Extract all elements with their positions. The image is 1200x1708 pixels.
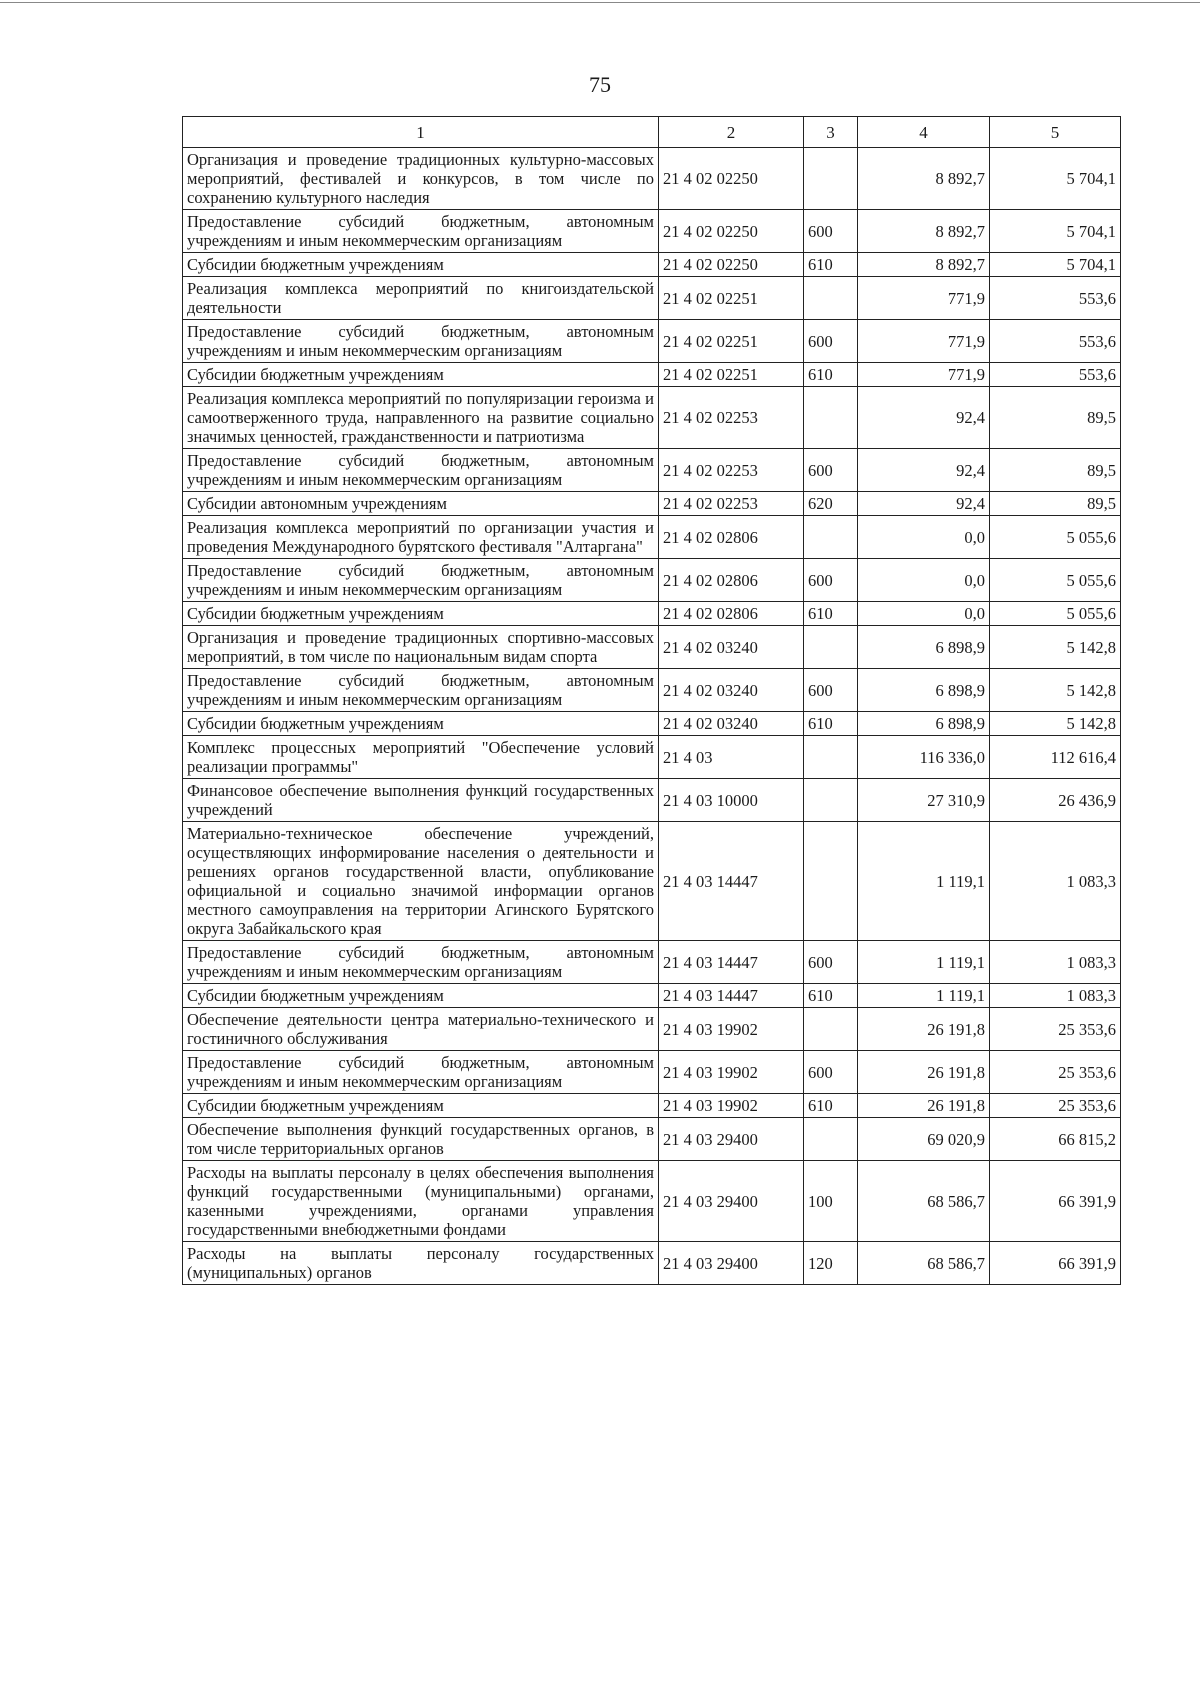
row-amount-1-cell: 27 310,9: [858, 779, 990, 822]
row-name-cell: Предоставление субсидий бюджетным, автономным учреждениям и иным некоммерческим организациям: [183, 941, 659, 984]
row-amount-1-cell: 8 892,7: [858, 253, 990, 277]
table-row: [183, 253, 1121, 277]
row-amount-1-cell: 26 191,8: [858, 1094, 990, 1118]
row-amount-2-cell: 66 815,2: [990, 1118, 1121, 1161]
header-row: [183, 117, 1121, 148]
row-amount-1-cell: 68 586,7: [858, 1242, 990, 1285]
row-amount-2-cell: 25 353,6: [990, 1051, 1121, 1094]
row-amount-2-cell: 5 142,8: [990, 669, 1121, 712]
row-name-cell: Реализация комплекса мероприятий по книгоиздательской деятельности: [183, 277, 659, 320]
table-row: [183, 492, 1121, 516]
row-amount-1-cell: 0,0: [858, 516, 990, 559]
table-row: [183, 1008, 1121, 1051]
row-code-cell: 21 4 02 02253: [659, 449, 804, 492]
row-name-cell: Предоставление субсидий бюджетным, автономным учреждениям и иным некоммерческим организациям: [183, 1051, 659, 1094]
table-row: [183, 984, 1121, 1008]
top-border-line: [0, 2, 1200, 3]
row-amount-2-cell: 25 353,6: [990, 1094, 1121, 1118]
row-amount-1-cell: 92,4: [858, 492, 990, 516]
row-amount-2-cell: 26 436,9: [990, 779, 1121, 822]
row-amount-2-cell: 66 391,9: [990, 1161, 1121, 1242]
row-amount-2-cell: 66 391,9: [990, 1242, 1121, 1285]
row-amount-2-cell: 553,6: [990, 363, 1121, 387]
row-code-cell: 21 4 02 02253: [659, 387, 804, 449]
row-name-cell: Предоставление субсидий бюджетным, автономным учреждениям и иным некоммерческим организациям: [183, 320, 659, 363]
row-expense-type-cell: [804, 387, 858, 449]
table-row: [183, 736, 1121, 779]
table-row: [183, 941, 1121, 984]
row-name-cell: Субсидии бюджетным учреждениям: [183, 1094, 659, 1118]
table-row: [183, 1118, 1121, 1161]
table-row: [183, 1051, 1121, 1094]
row-expense-type-cell: 610: [804, 602, 858, 626]
table-row: [183, 626, 1121, 669]
row-expense-type-cell: 120: [804, 1242, 858, 1285]
row-code-cell: 21 4 03 14447: [659, 941, 804, 984]
row-amount-2-cell: 1 083,3: [990, 941, 1121, 984]
row-code-cell: 21 4 02 02806: [659, 559, 804, 602]
row-amount-2-cell: 553,6: [990, 277, 1121, 320]
row-code-cell: 21 4 02 03240: [659, 626, 804, 669]
row-code-cell: 21 4 02 02806: [659, 602, 804, 626]
row-amount-1-cell: 6 898,9: [858, 712, 990, 736]
row-code-cell: 21 4 02 02251: [659, 320, 804, 363]
row-expense-type-cell: 620: [804, 492, 858, 516]
table-row: [183, 822, 1121, 941]
row-code-cell: 21 4 02 02251: [659, 277, 804, 320]
row-name-cell: Субсидии бюджетным учреждениям: [183, 602, 659, 626]
row-expense-type-cell: [804, 1008, 858, 1051]
row-amount-1-cell: 26 191,8: [858, 1008, 990, 1051]
row-expense-type-cell: 600: [804, 1051, 858, 1094]
row-code-cell: 21 4 02 02253: [659, 492, 804, 516]
row-amount-2-cell: 89,5: [990, 492, 1121, 516]
row-expense-type-cell: [804, 822, 858, 941]
table-row: [183, 387, 1121, 449]
row-expense-type-cell: [804, 1118, 858, 1161]
row-amount-1-cell: 8 892,7: [858, 148, 990, 210]
row-name-cell: Обеспечение выполнения функций государственных органов, в том числе территориальных органов: [183, 1118, 659, 1161]
row-name-cell: Субсидии бюджетным учреждениям: [183, 984, 659, 1008]
row-expense-type-cell: [804, 626, 858, 669]
row-amount-2-cell: 1 083,3: [990, 984, 1121, 1008]
row-name-cell: Расходы на выплаты персоналу в целях обеспечения выполнения функций государственными (муниципальными) органами, казенными учреждениями, органами управления государственными внебюджетными фондами: [183, 1161, 659, 1242]
row-amount-2-cell: 5 704,1: [990, 148, 1121, 210]
table-row: [183, 1242, 1121, 1285]
row-expense-type-cell: [804, 277, 858, 320]
row-code-cell: 21 4 03 29400: [659, 1118, 804, 1161]
row-code-cell: 21 4 02 02806: [659, 516, 804, 559]
header-col-4: 4: [858, 117, 990, 148]
row-code-cell: 21 4 03 29400: [659, 1242, 804, 1285]
row-amount-2-cell: 553,6: [990, 320, 1121, 363]
row-expense-type-cell: [804, 736, 858, 779]
row-amount-1-cell: 68 586,7: [858, 1161, 990, 1242]
row-amount-2-cell: 5 055,6: [990, 602, 1121, 626]
row-code-cell: 21 4 02 03240: [659, 669, 804, 712]
row-name-cell: Субсидии бюджетным учреждениям: [183, 363, 659, 387]
table-row: [183, 320, 1121, 363]
row-amount-1-cell: 6 898,9: [858, 626, 990, 669]
table-row: [183, 1094, 1121, 1118]
row-name-cell: Предоставление субсидий бюджетным, автономным учреждениям и иным некоммерческим организациям: [183, 669, 659, 712]
row-amount-2-cell: 5 704,1: [990, 253, 1121, 277]
row-amount-1-cell: 771,9: [858, 277, 990, 320]
row-code-cell: 21 4 03 19902: [659, 1094, 804, 1118]
row-amount-1-cell: 1 119,1: [858, 822, 990, 941]
row-name-cell: Организация и проведение традиционных спортивно-массовых мероприятий, в том числе по национальным видам спорта: [183, 626, 659, 669]
row-amount-1-cell: 771,9: [858, 320, 990, 363]
row-amount-1-cell: 92,4: [858, 449, 990, 492]
table-header: [183, 117, 1121, 148]
row-expense-type-cell: [804, 148, 858, 210]
row-amount-1-cell: 6 898,9: [858, 669, 990, 712]
table-body: [183, 148, 1121, 1285]
row-amount-2-cell: 1 083,3: [990, 822, 1121, 941]
row-name-cell: Субсидии бюджетным учреждениям: [183, 253, 659, 277]
row-expense-type-cell: 610: [804, 1094, 858, 1118]
row-code-cell: 21 4 02 02250: [659, 210, 804, 253]
row-expense-type-cell: 600: [804, 559, 858, 602]
row-amount-1-cell: 8 892,7: [858, 210, 990, 253]
row-amount-1-cell: 771,9: [858, 363, 990, 387]
header-col-1: 1: [183, 117, 659, 148]
row-amount-2-cell: 89,5: [990, 449, 1121, 492]
row-name-cell: Предоставление субсидий бюджетным, автономным учреждениям и иным некоммерческим организациям: [183, 559, 659, 602]
row-name-cell: Расходы на выплаты персоналу государственных (муниципальных) органов: [183, 1242, 659, 1285]
row-name-cell: Предоставление субсидий бюджетным, автономным учреждениям и иным некоммерческим организациям: [183, 210, 659, 253]
row-amount-2-cell: 5 142,8: [990, 626, 1121, 669]
row-expense-type-cell: 600: [804, 210, 858, 253]
page-number: 75: [589, 72, 611, 97]
row-amount-1-cell: 0,0: [858, 559, 990, 602]
table-row: [183, 148, 1121, 210]
row-expense-type-cell: [804, 779, 858, 822]
row-name-cell: Комплекс процессных мероприятий "Обеспечение условий реализации программы": [183, 736, 659, 779]
row-expense-type-cell: 610: [804, 363, 858, 387]
row-code-cell: 21 4 03: [659, 736, 804, 779]
row-code-cell: 21 4 03 14447: [659, 984, 804, 1008]
header-col-5: 5: [990, 117, 1121, 148]
row-amount-2-cell: 112 616,4: [990, 736, 1121, 779]
row-amount-1-cell: 69 020,9: [858, 1118, 990, 1161]
row-code-cell: 21 4 03 14447: [659, 822, 804, 941]
table-row: [183, 669, 1121, 712]
row-code-cell: 21 4 03 29400: [659, 1161, 804, 1242]
row-code-cell: 21 4 03 19902: [659, 1008, 804, 1051]
row-name-cell: Реализация комплекса мероприятий по организации участия и проведения Международного бурятского фестиваля "Алтаргана": [183, 516, 659, 559]
row-expense-type-cell: 610: [804, 712, 858, 736]
row-amount-2-cell: 5 055,6: [990, 516, 1121, 559]
row-name-cell: Субсидии бюджетным учреждениям: [183, 712, 659, 736]
header-col-3: 3: [804, 117, 858, 148]
row-amount-1-cell: 0,0: [858, 602, 990, 626]
row-expense-type-cell: 600: [804, 449, 858, 492]
row-code-cell: 21 4 03 19902: [659, 1051, 804, 1094]
row-expense-type-cell: 600: [804, 669, 858, 712]
table-row: [183, 602, 1121, 626]
row-name-cell: Организация и проведение традиционных культурно-массовых мероприятий, фестивалей и конкурсов, в том числе по сохранению культурного наследия: [183, 148, 659, 210]
row-amount-2-cell: 5 704,1: [990, 210, 1121, 253]
table-row: [183, 449, 1121, 492]
row-amount-1-cell: 1 119,1: [858, 941, 990, 984]
table-row: [183, 516, 1121, 559]
row-amount-1-cell: 1 119,1: [858, 984, 990, 1008]
row-name-cell: Финансовое обеспечение выполнения функций государственных учреждений: [183, 779, 659, 822]
row-amount-1-cell: 26 191,8: [858, 1051, 990, 1094]
row-name-cell: Предоставление субсидий бюджетным, автономным учреждениям и иным некоммерческим организациям: [183, 449, 659, 492]
row-amount-2-cell: 5 142,8: [990, 712, 1121, 736]
row-amount-2-cell: 5 055,6: [990, 559, 1121, 602]
header-col-2: 2: [659, 117, 804, 148]
row-expense-type-cell: 600: [804, 941, 858, 984]
row-code-cell: 21 4 02 03240: [659, 712, 804, 736]
table-row: [183, 363, 1121, 387]
row-code-cell: 21 4 02 02251: [659, 363, 804, 387]
row-name-cell: Материально-техническое обеспечение учреждений, осуществляющих информирование населения о деятельности и решениях органов государственной власти, опубликование официальной и социально значимой информации органов местного самоуправления на территории Агинского Бурятского округа Забайкальского края: [183, 822, 659, 941]
table-row: [183, 559, 1121, 602]
budget-table: [182, 116, 1121, 1285]
row-name-cell: Обеспечение деятельности центра материально-технического и гостиничного обслуживания: [183, 1008, 659, 1051]
row-expense-type-cell: 600: [804, 320, 858, 363]
row-amount-1-cell: 116 336,0: [858, 736, 990, 779]
row-code-cell: 21 4 02 02250: [659, 253, 804, 277]
row-amount-1-cell: 92,4: [858, 387, 990, 449]
row-code-cell: 21 4 02 02250: [659, 148, 804, 210]
table-row: [183, 210, 1121, 253]
table-row: [183, 1161, 1121, 1242]
row-amount-2-cell: 89,5: [990, 387, 1121, 449]
row-amount-2-cell: 25 353,6: [990, 1008, 1121, 1051]
table-row: [183, 277, 1121, 320]
row-expense-type-cell: 610: [804, 984, 858, 1008]
row-expense-type-cell: 100: [804, 1161, 858, 1242]
table-row: [183, 779, 1121, 822]
row-expense-type-cell: 610: [804, 253, 858, 277]
row-name-cell: Реализация комплекса мероприятий по популяризации героизма и самоотверженного труда, направленного на развитие социально значимых ценностей, гражданственности и патриотизма: [183, 387, 659, 449]
row-code-cell: 21 4 03 10000: [659, 779, 804, 822]
row-name-cell: Субсидии автономным учреждениям: [183, 492, 659, 516]
table-row: [183, 712, 1121, 736]
row-expense-type-cell: [804, 516, 858, 559]
